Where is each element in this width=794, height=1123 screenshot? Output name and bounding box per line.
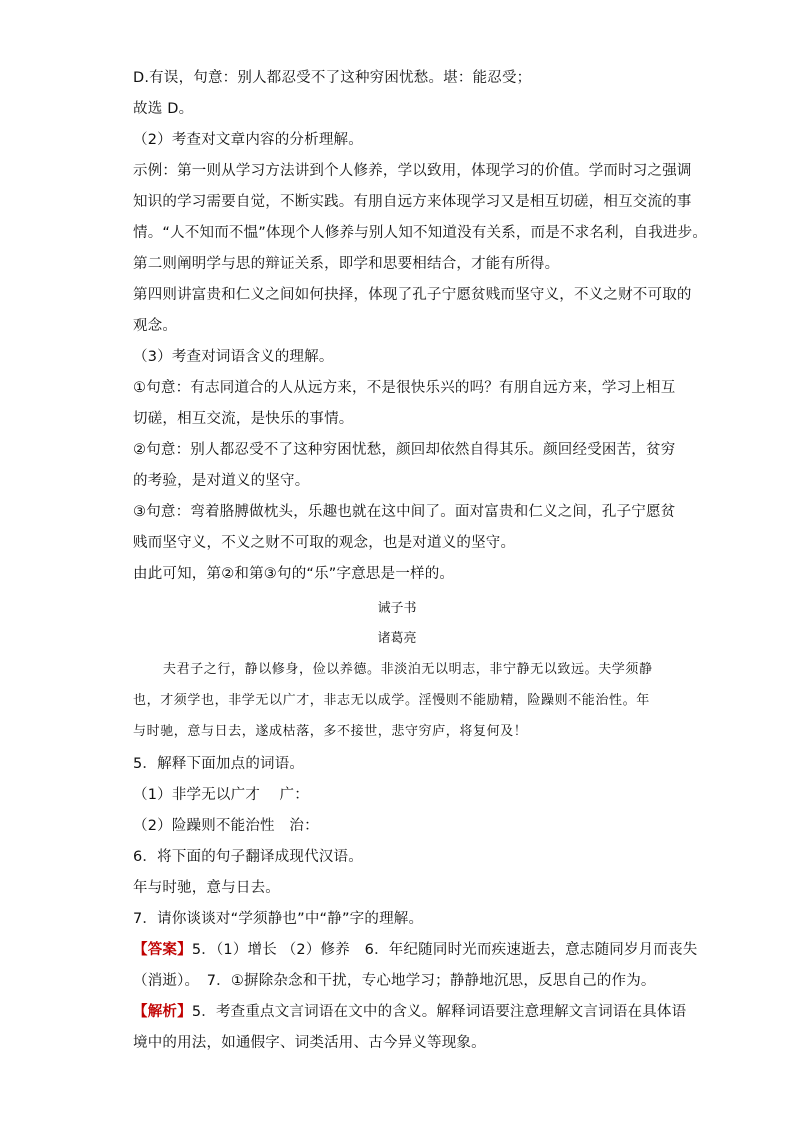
question-line: （2）险躁则不能治性 治： — [133, 818, 319, 834]
passage-line: 也，才须学也，非学无以广才，非志无以成学。淫慢则不能励精，险躁则不能治性。年 — [133, 693, 650, 708]
text-line: 第四则讲富贵和仁义之间如何抉择，体现了孔子宁愿贫贱而坚守义，不义之财不可取的 — [133, 287, 692, 303]
analysis-line — [133, 1002, 686, 1022]
text-line: （2）考查对文章内容的分析理解。 — [133, 132, 363, 148]
question-line: （1）非学无以广才 广： — [133, 787, 309, 803]
answer-tag: 【答案】 — [133, 942, 192, 958]
text-line: D.有误，句意：别人都忍受不了这种穷困忧愁。堪：能忍受； — [133, 70, 532, 86]
answer-line — [133, 940, 697, 960]
analysis-text: 5．考查重点文言词语在文中的含义。解释词语要注意理解文言词语在具体语 — [191, 1004, 687, 1020]
passage-title: 诫子书 — [377, 601, 417, 616]
text-line: （3）考查对词语含义的理解。 — [133, 349, 334, 365]
text-line: 知识的学习需要自觉，不断实践。有朋自远方来体现学习又是相互切磋，相互交流的事 — [133, 194, 692, 210]
question-line: 年与时驰，意与日去。 — [133, 880, 280, 896]
answer-line: （消逝）。 7．①摒除杂念和干扰，专心地学习；静静地沉思，反思自己的作为。 — [133, 973, 656, 989]
text-line: 由此可知，第②和第③句的“乐”字意思是一样的。 — [133, 566, 455, 582]
text-line: 贱而坚守义，不义之财不可取的观念，也是对道义的坚守。 — [133, 535, 516, 551]
text-line: 示例：第一则从学习方法讲到个人修养，学以致用，体现学习的价值。学而时习之强调 — [133, 163, 692, 179]
analysis-line: 境中的用法，如通假字、词类活用、古今异义等现象。 — [133, 1035, 486, 1051]
text-line: 情。“人不知而不愠”体现个人修养与别人知不知道没有关系，而是不求名利，自我进步。 — [133, 225, 708, 241]
question-line: 7．请你谈谈对“学须静也”中“静”字的理解。 — [133, 911, 424, 927]
text-line: 的考验，是对道义的坚守。 — [133, 473, 310, 489]
text-line: 切磋，相互交流，是快乐的事情。 — [133, 411, 354, 427]
text-line: 故选 D。 — [133, 101, 194, 117]
passage-author: 诸葛亮 — [377, 631, 417, 646]
text-line: 观念。 — [133, 318, 178, 334]
analysis-tag: 【解析】 — [133, 1004, 192, 1020]
text-line: 第二则阐明学与思的辩证关系，即学和思要相结合，才能有所得。 — [133, 256, 560, 272]
question-line: 5．解释下面加点的词语。 — [133, 756, 305, 772]
passage-line: 夫君子之行，静以修身，俭以养德。非淡泊无以明志，非宁静无以致远。夫学须静 — [163, 662, 653, 677]
text-line: ②句意：别人都忍受不了这种穷困忧愁，颜回却依然自得其乐。颜回经受困苦，贫穷 — [133, 442, 676, 458]
text-line: ①句意：有志同道合的人从远方来，不是很快乐兴的吗？有朋自远方来，学习上相互 — [133, 380, 676, 396]
passage-line: 与时驰，意与日去，遂成枯落，多不接世，悲守穷庐，将复何及！ — [133, 724, 528, 739]
answer-text: 5．（1）增长 （2）修养 6．年纪随同时光而疾速逝去，意志随同岁月而丧失 — [191, 942, 698, 958]
text-line: ③句意：弯着胳膊做枕头，乐趣也就在这中间了。面对富贵和仁义之间，孔子宁愿贫 — [133, 504, 676, 520]
question-line: 6．将下面的句子翻译成现代汉语。 — [133, 849, 363, 865]
